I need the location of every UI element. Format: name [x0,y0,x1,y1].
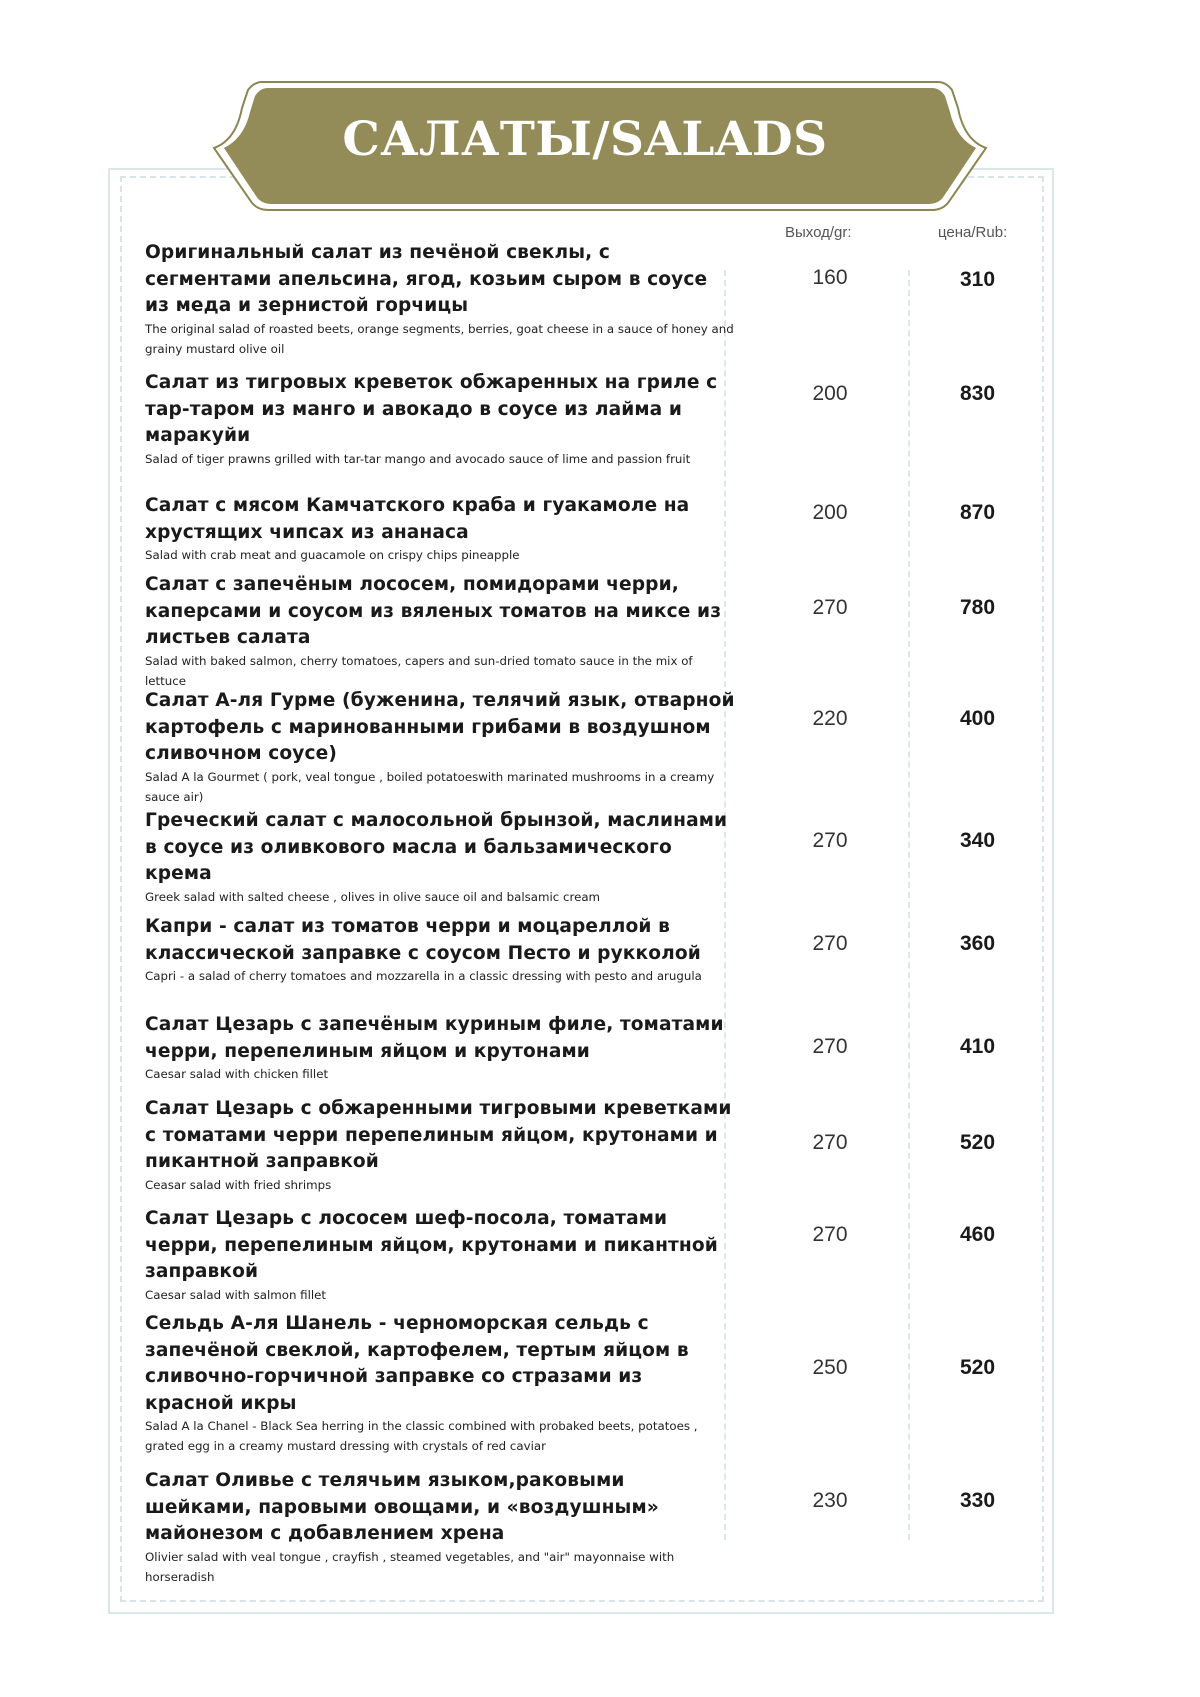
dish-weight: 270 [812,596,848,619]
dish-name-en: Olivier salad with veal tongue , crayfish , steamed vegetables, and "air" mayonnaise with horseradish [145,1549,675,1584]
dish-name-ru: Салат из тигровых креветок обжаренных на гриле с тар-таром из манго и авокадо в соусе из лайма и маракуйи [145,372,718,446]
dish-weight: 270 [812,1035,848,1058]
dish-price: 520 [959,1131,996,1154]
dish-price: 780 [959,596,996,619]
dish-name-ru: Оригинальный салат из печёной свеклы, с сегментами апельсина, ягод, козьим сыром в соусе из меда и зернистой горчицы [145,242,708,316]
dish-name-ru: Салат Цезарь с обжаренными тигровыми креветками с томатами черри перепелиным яйцом, крутонами и пикантной заправкой [145,1098,732,1172]
menu-item [145,370,735,469]
dish-price: 410 [959,1035,996,1058]
dish-name-en: Caesar salad with salmon fillet [145,1287,327,1302]
dish-name-en: Salad with baked salmon, cherry tomatoes, capers and sun-dried tomato sauce in the mix of lettuce [145,653,693,688]
column-divider-right [908,270,910,1540]
menu-item [145,1206,735,1305]
dish-price: 830 [959,382,996,405]
menu-item [145,808,735,907]
dish-name-ru: Греческий салат с малосольной брынзой, маслинами в соусе из оливкового масла и бальзамического крема [145,810,728,884]
page-title: САЛАТЫ/SALADS [342,112,828,167]
dish-price: 330 [959,1489,996,1512]
dish-name-ru: Салат Цезарь с лососем шеф-посола, томатами черри, перепелиным яйцом, крутонами и пикантной заправкой [145,1208,718,1282]
dish-weight: 270 [812,1223,848,1246]
menu-item [145,493,735,565]
dish-name-en: Salad A la Gourmet ( pork, veal tongue , boiled potatoeswith marinated mushrooms in a creamy sauce air) [145,769,715,804]
dish-price: 360 [959,932,996,955]
dish-name-ru: Салат Цезарь с запечёным куриным филе, томатами черри, перепелиным яйцом и крутонами [145,1014,724,1062]
dish-price: 520 [959,1356,996,1379]
menu-item [145,240,735,359]
dish-name-ru: Капри - салат из томатов черри и моцареллой в классической заправке с соусом Песто и рукколой [145,916,701,964]
menu-item [145,914,735,986]
dish-name-en: Capri - a salad of cherry tomatoes and mozzarella in a classic dressing with pesto and arugula [145,969,702,983]
dish-name-ru: Салат с запечёным лососем, помидорами черри, каперсами и соусом из вяленых томатов на миксе из листьев салата [145,574,722,648]
dish-name-ru: Салат Оливье с телячьим языком,раковыми шейками, паровыми овощами, и «воздушным» майонезом с добавлением хрена [145,1470,659,1544]
dish-weight: 250 [812,1356,848,1379]
dish-name-ru: Салат А-ля Гурме (буженина, телячий язык, отварной картофель с маринованными грибами в воздушном сливочном соусе) [145,690,735,764]
dish-name-en: Caesar salad with chicken fillet [145,1067,329,1081]
menu-item [145,688,735,807]
dish-price: 340 [959,829,996,852]
menu-item [145,572,735,691]
dish-weight: 270 [812,1131,848,1154]
dish-weight: 200 [812,382,848,405]
menu-item [145,1311,735,1456]
dish-name-en: The original salad of roasted beets, orange segments, berries, goat cheese in a sauce of honey and grainy mustard olive oil [145,321,734,356]
dish-price: 870 [959,501,996,524]
dish-weight: 200 [812,501,848,524]
dish-weight: 160 [812,266,848,289]
dish-name-en: Salad of tiger prawns grilled with tar-tar mango and avocado sauce of lime and passion fruit [145,451,691,466]
dish-weight: 270 [812,932,848,955]
dish-price: 400 [959,707,996,730]
dish-weight: 270 [812,829,848,852]
dish-price: 460 [959,1223,996,1246]
dish-name-en: Salad A la Chanel - Black Sea herring in the classic combined with probaked beets, potatoes , grated egg in a creamy mustard dressing with crystals of red caviar [145,1419,698,1453]
dish-name-ru: Сельдь А-ля Шанель - черноморская сельдь с запечёной свеклой, картофелем, тертым яйцом в сливочно-горчичной заправке со стразами из красной икры [145,1313,689,1414]
dish-name-ru: Салат с мясом Камчатского краба и гуакамоле на хрустящих чипсах из ананаса [145,495,690,543]
dish-weight: 230 [812,1489,848,1512]
menu-item [145,1468,735,1587]
menu-item [145,1096,735,1195]
dish-name-en: Greek salad with salted cheese , olives in olive sauce oil and balsamic cream [145,889,601,904]
dish-name-en: Ceasar salad with fried shrimps [145,1177,332,1192]
weight-column-header: Выход/gr: [785,224,852,241]
price-column-header: цена/Rub: [938,224,1008,241]
dish-name-en: Salad with crab meat and guacamole on crispy chips pineapple [145,548,520,562]
menu-item [145,1012,735,1084]
dish-weight: 220 [812,707,848,730]
dish-price: 310 [959,268,996,291]
